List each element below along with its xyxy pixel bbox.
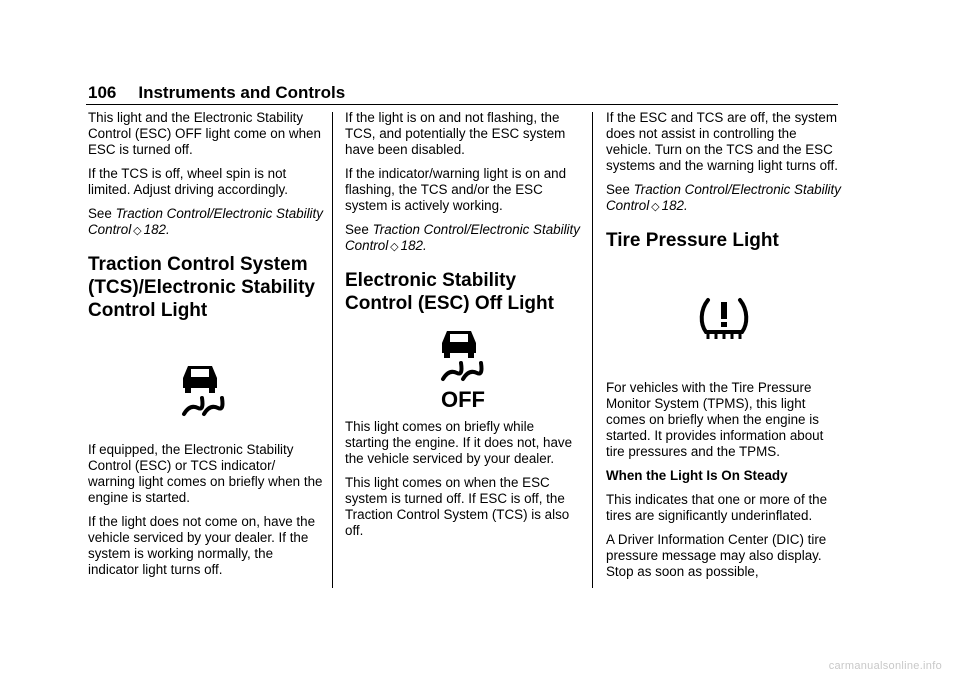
- esc-off-icon: [433, 327, 493, 411]
- column-3: [606, 110, 842, 588]
- paragraph: This light comes on when the ESC system is turned off. If ESC is off, the Traction Control System (TCS) is also off.: [345, 475, 570, 538]
- page-arrow-icon: ◇: [390, 241, 399, 253]
- column-divider: [592, 112, 593, 588]
- tire-pressure-icon: [698, 294, 750, 344]
- paragraph: A Driver Information Center (DIC) tire pressure message may also display. Stop as soon as possible,: [606, 532, 827, 579]
- column-1: [88, 110, 324, 586]
- paragraph: This indicates that one or more of the tires are significantly underinflated.: [606, 492, 828, 523]
- section-heading: Tire Pressure Light: [606, 230, 779, 251]
- paragraph: This light comes on briefly while starting the engine. If it does not, have the vehicle serviced by your dealer.: [345, 419, 573, 466]
- cross-reference: See Traction Control/Electronic Stability Control ◇ 182.: [88, 206, 323, 237]
- paragraph: For vehicles with the Tire Pressure Monitor System (TPMS), this light comes on briefly when the engine is started. It provides information about tire pressures and the TPMS.: [606, 380, 824, 459]
- paragraph: If the TCS is off, wheel spin is not limited. Adjust driving accordingly.: [88, 166, 288, 197]
- section-title: Instruments and Controls: [138, 83, 346, 102]
- cross-reference-link[interactable]: Traction Control/Electronic Stability Control ◇ 182.: [345, 222, 580, 253]
- page-arrow-icon: ◇: [651, 201, 660, 213]
- page-header: [88, 82, 345, 104]
- traction-control-icon: [174, 360, 234, 420]
- page-arrow-icon: ◇: [133, 225, 142, 237]
- header-rule: [86, 104, 838, 105]
- icon-area: [606, 264, 842, 380]
- esc-off-label: OFF: [441, 387, 485, 411]
- watermark: carmanualsonline.info: [828, 660, 942, 672]
- paragraph: If the light does not come on, have the vehicle serviced by your dealer. If the system is working normally, the indicator light turns off.: [88, 514, 316, 577]
- paragraph: If the ESC and TCS are off, the system does not assist in controlling the vehicle. Turn on the TCS and the ESC systems and the warning light turns off.: [606, 110, 838, 173]
- paragraph: If equipped, the Electronic Stability Control (ESC) or TCS indicator/ warning light comes on briefly when the engine is started.: [88, 442, 323, 505]
- cross-reference-link[interactable]: Traction Control/Electronic Stability Control ◇ 182.: [88, 206, 323, 237]
- paragraph: This light and the Electronic Stability Control (ESC) OFF light come on when ESC is turned off.: [88, 110, 321, 157]
- column-divider: [332, 112, 333, 588]
- column-2: [345, 110, 581, 547]
- cross-reference-link[interactable]: Traction Control/Electronic Stability Control ◇ 182.: [606, 182, 841, 213]
- paragraph: If the indicator/warning light is on and flashing, the TCS and/or the ESC system is actively working.: [345, 166, 567, 213]
- cross-reference: See Traction Control/Electronic Stability Control ◇ 182.: [345, 222, 580, 253]
- subheading: When the Light Is On Steady: [606, 468, 788, 483]
- section-heading: Traction Control System (TCS)/Electronic Stability Control Light: [88, 254, 315, 321]
- page-number: 106: [88, 83, 117, 102]
- section-heading: Electronic Stability Control (ESC) Off Light: [345, 270, 554, 314]
- icon-area: [88, 334, 324, 442]
- icon-area: [345, 327, 581, 419]
- cross-reference: See Traction Control/Electronic Stability Control ◇ 182.: [606, 182, 841, 213]
- paragraph: If the light is on and not flashing, the TCS, and potentially the ESC system have been disabled.: [345, 110, 566, 157]
